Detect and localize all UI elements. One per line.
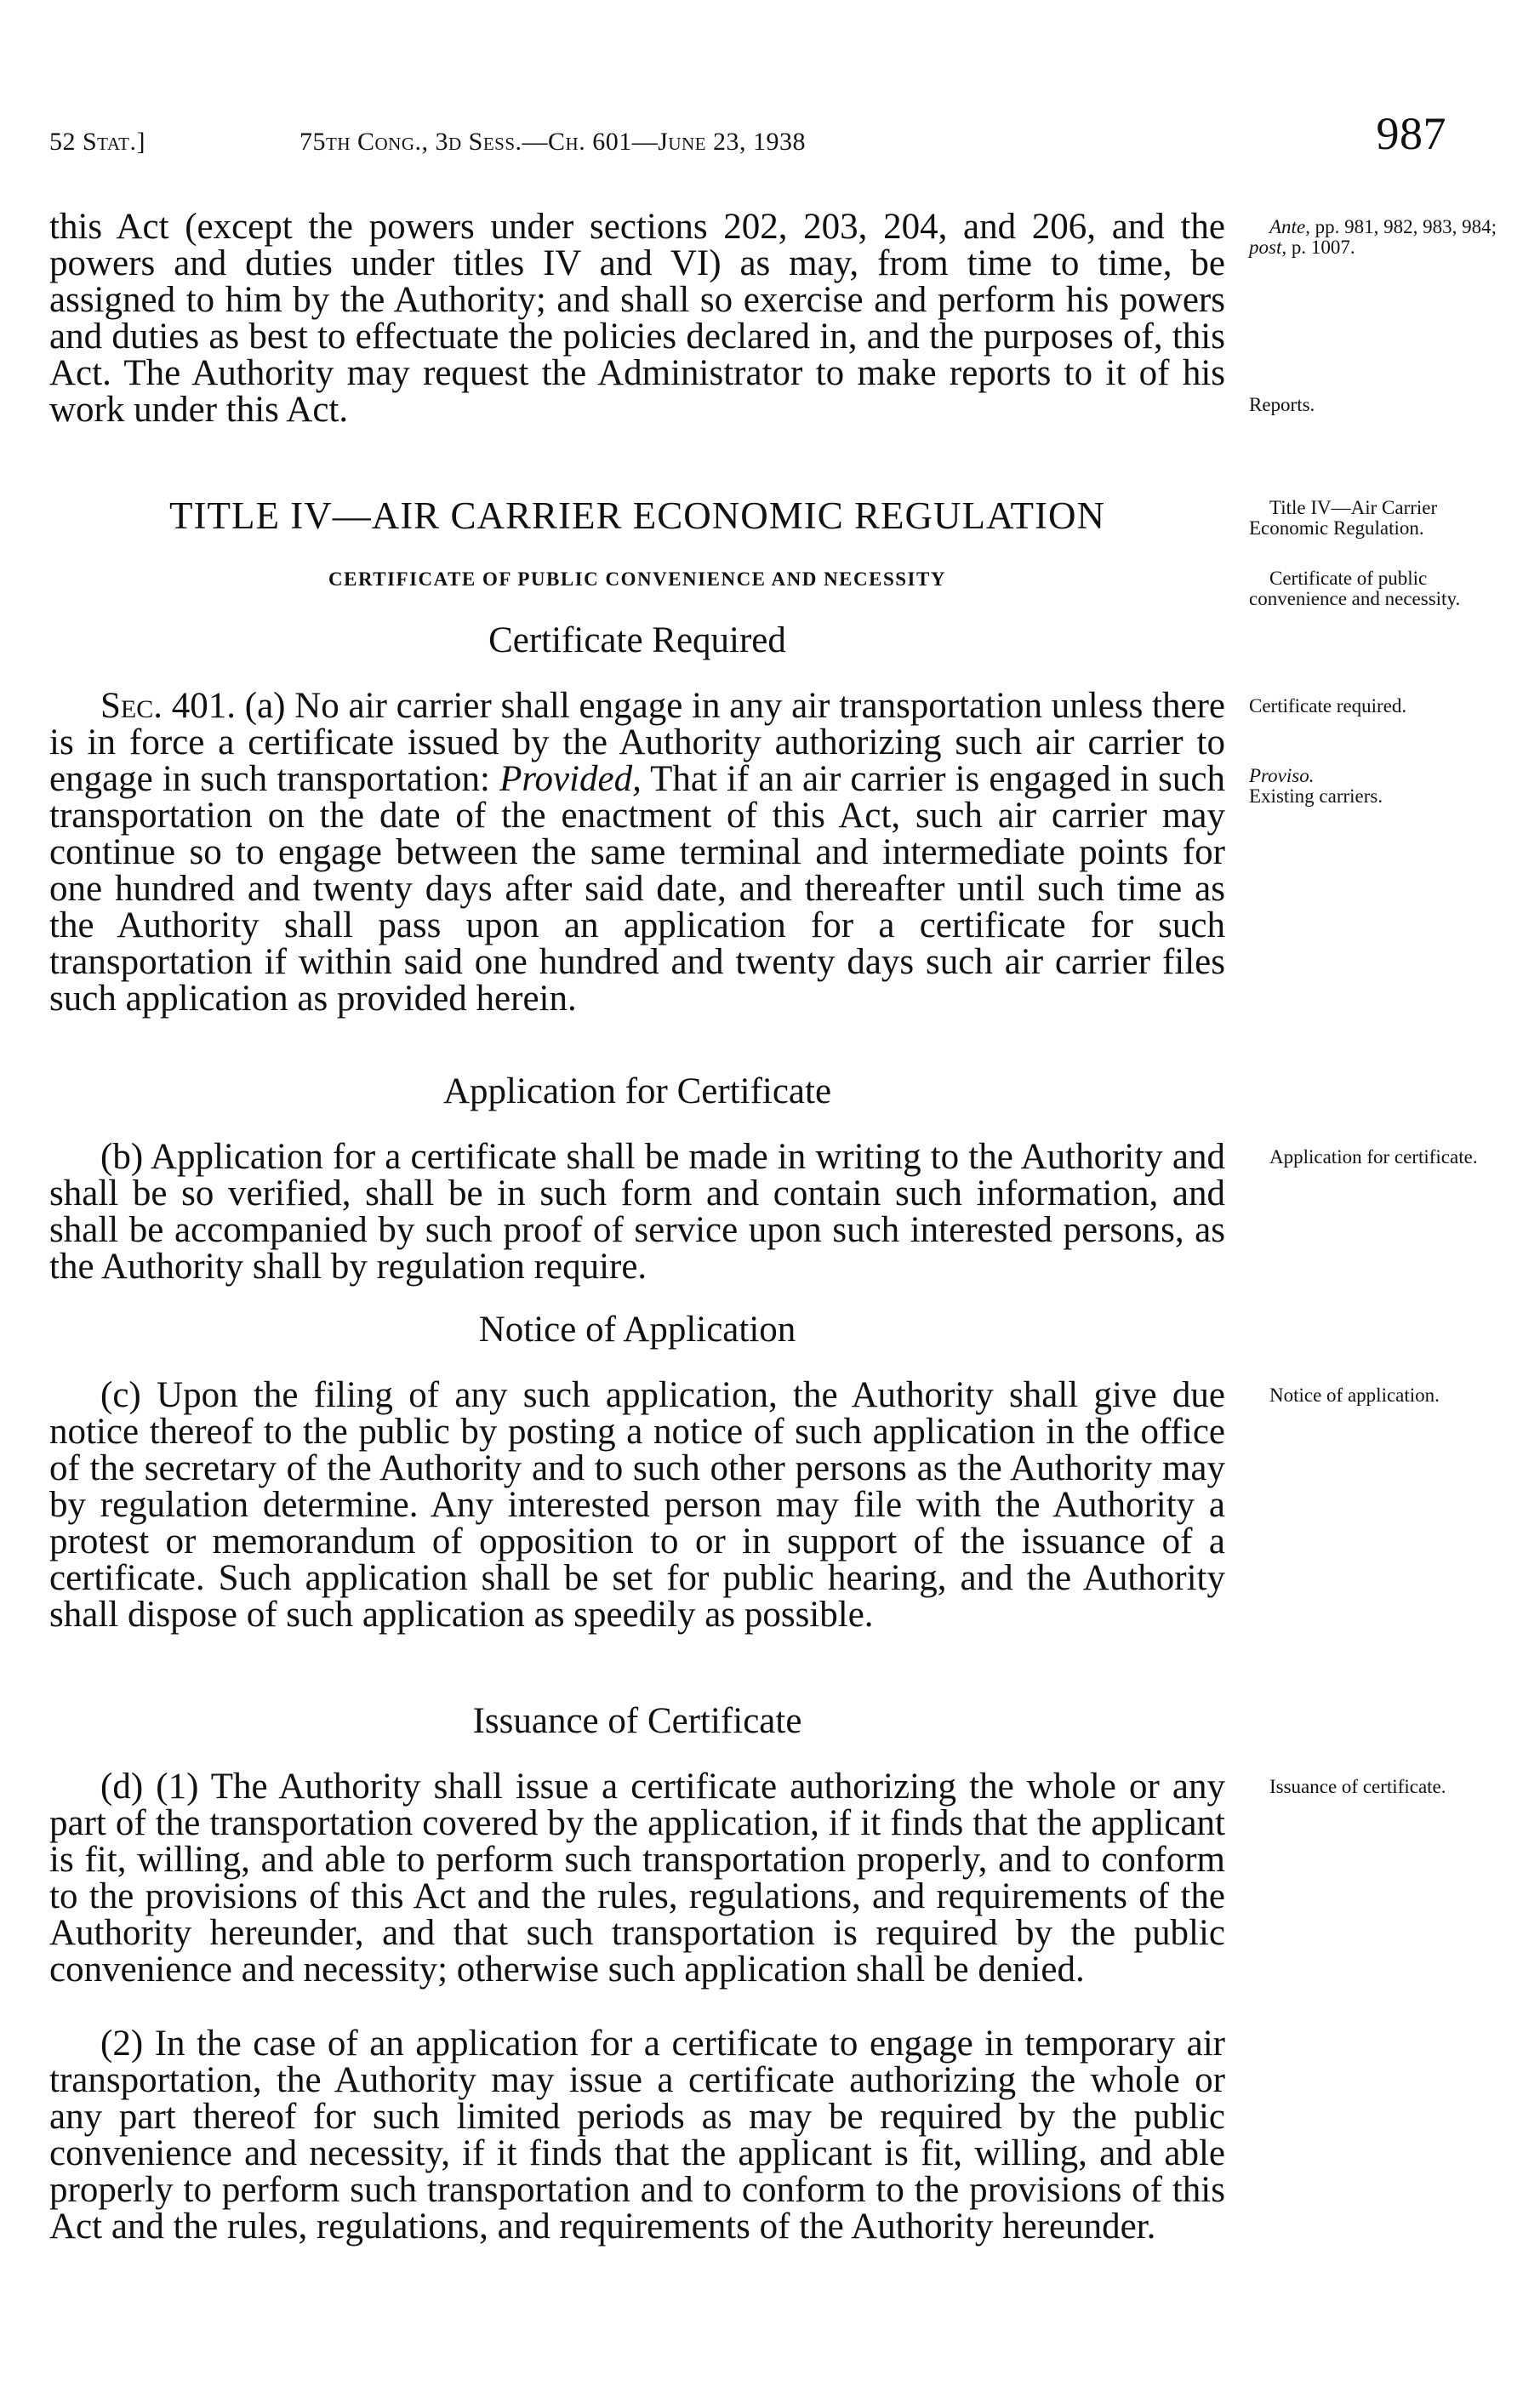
notice-heading: Notice of Application [478, 1310, 796, 1350]
margin-note-ante [1249, 217, 1504, 258]
margin-note-reports: Reports. [1249, 394, 1315, 415]
issuance-heading: Issuance of Certificate [472, 1701, 802, 1741]
session-chapter-header: 75th Cong., 3d Sess.—Ch. 601—June 23, 1938 [299, 128, 807, 156]
ante-pages: pp. 981, 982, 983, 984; [1309, 216, 1497, 237]
paragraph-c: (c) Upon the filing of any such application, the Authority shall give due notice thereof to the public by posting a notice of such application in the office of the secretary of the Authority and to such other persons as the Authority may by regulation determine. Any interested person may file with the Authority a protest or memorandum of opposition to or in support of the issuance of a certificate. Such application shall be set for public hearing, and the Authority shall dispose of such application as speedily as possible. [49, 1375, 1225, 1635]
statute-volume-header: 52 Stat.] [49, 128, 145, 156]
margin-note-existing-carriers: Existing carriers. [1249, 785, 1383, 807]
ante-label: Ante, [1269, 216, 1310, 237]
margin-note-certificate-required: Certificate required. [1249, 695, 1407, 717]
section-text-a: (a) No air carrier shall engage in any air transportation unless there is in force a certificate issued by the Authority authorizing such air carrier to engage in such transportation: [49, 686, 1225, 799]
post-page: p. 1007. [1286, 237, 1355, 258]
application-heading: Application for Certificate [442, 1071, 832, 1111]
margin-note-notice: Notice of application. [1269, 1385, 1440, 1406]
proviso-label: Proviso. [1249, 765, 1315, 786]
title-iv-heading: TITLE IV—AIR CARRIER ECONOMIC REGULATION [169, 494, 1105, 537]
certificate-subheading: CERTIFICATE OF PUBLIC CONVENIENCE AND NECESSITY [328, 568, 946, 590]
page-number: 987 [1376, 108, 1446, 159]
margin-note-application: Application for certificate. [1269, 1146, 1478, 1168]
section-401-a-paragraph [49, 688, 1225, 1017]
margin-note-certificate-public: Certificate of public convenience and necessity. [1249, 568, 1461, 609]
paragraph-d1: (d) (1) The Authority shall issue a certificate authorizing the whole or any part of the transportation covered by the application, if it finds that the applicant is fit, willing, and able to perform such transportation properly, and to conform to the provisions of this Act and the rules, regulations, and requirements of the Authority hereunder, and that such transportation is required by the public convenience and necessity; otherwise such application shall be denied. [49, 1767, 1225, 1990]
margin-note-issuance: Issuance of certificate. [1269, 1776, 1446, 1797]
certificate-required-heading: Certificate Required [488, 620, 786, 660]
section-text-b: That if an air carrier is engaged in such transportation on the date of the enactment of this Act, such air carrier may continue so to engage between the same terminal and intermediate points for one hundred and twenty days after said date, and thereafter until such time as the Authority shall pass upon an application for a certificate for such transportation if within said one hundred and twenty days such air carrier files such application as provided herein. [49, 759, 1225, 1019]
paragraph-b: (b) Application for a certificate shall be made in writing to the Authority and shall be so verified, shall be in such form and contain such information, and shall be accompanied by such proof of service upon such interested persons, as the Authority shall by regulation require. [49, 1137, 1225, 1287]
provided-clause: Provided, [499, 759, 642, 799]
paragraph-d2: (2) In the case of an application for a certificate to engage in temporary air transportation, the Authority may issue a certificate authorizing the whole or any part thereof for such limited periods as may be required by the public convenience and necessity, if it finds that the applicant is fit, willing, and able properly to perform such transportation and to conform to the provisions of this Act and the rules, regulations, and requirements of the Authority hereunder. [49, 2024, 1225, 2247]
margin-note-proviso [1249, 766, 1504, 786]
margin-note-title-iv: Title IV—Air Carrier Economic Regulation. [1249, 497, 1438, 539]
continued-paragraph: this Act (except the powers under sections 202, 203, 204, and 206, and the powers and duties under titles IV and VI) as may, from time to time, be assigned to him by the Authority; and shall so exercise and perform his powers and duties as best to effectuate the policies declared in, and the purposes of, this Act. The Authority may request the Administrator to make reports to it of his work under this Act. [49, 207, 1225, 430]
post-label: post, [1249, 237, 1287, 258]
section-label: Sec. 401. [100, 686, 237, 726]
